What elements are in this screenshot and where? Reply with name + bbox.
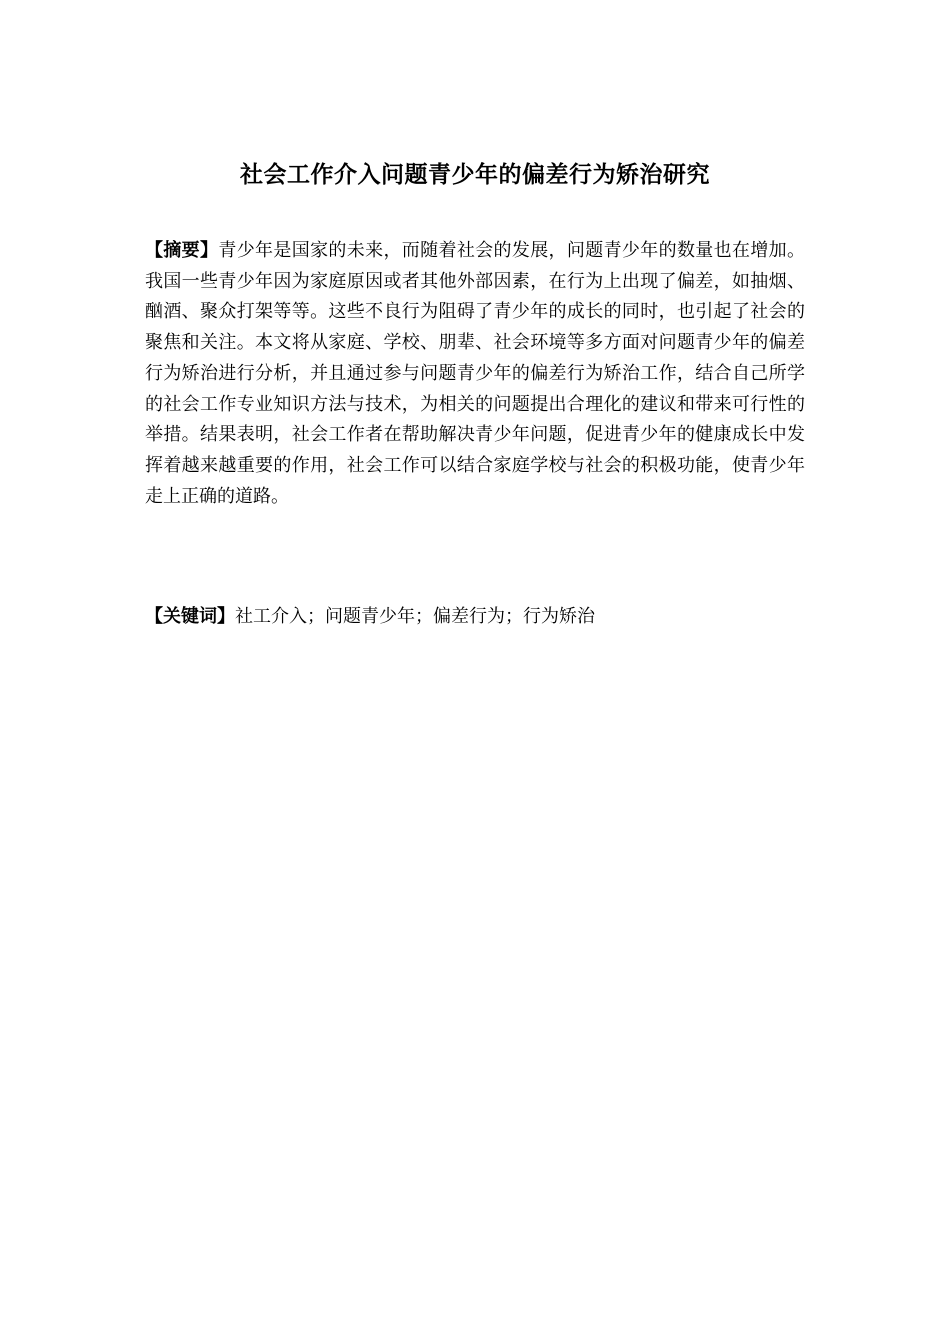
abstract-label: 【摘要】 (145, 240, 219, 261)
keywords-label: 【关键词】 (145, 606, 235, 627)
abstract-paragraph (145, 236, 805, 512)
keywords-text: 社工介入；问题青少年；偏差行为；行为矫治 (235, 606, 595, 627)
paper-title: 社会工作介入问题青少年的偏差行为矫治研究 (240, 162, 710, 188)
abstract-text: 青少年是国家的未来，而随着社会的发展，问题青少年的数量也在增加。我国一些青少年因为家庭原因或者其他外部因素，在行为上出现了偏差，如抽烟、酗酒、聚众打架等等。这些不良行为阻碍了青少年的成长的同时，也引起了社会的聚焦和关注。本文将从家庭、学校、朋辈、社会环境等多方面对问题青少年的偏差行为矫治进行分析，并且通过参与问题青少年的偏差行为矫治工作，结合自己所学的社会工作专业知识方法与技术，为相关的问题提出合理化的建议和带来可行性的举措。结果表明，社会工作者在帮助解决青少年问题，促进青少年的健康成长中发挥着越来越重要的作用，社会工作可以结合家庭学校与社会的积极功能，使青少年走上正确的道路。 (145, 240, 806, 507)
keywords-paragraph (145, 602, 805, 632)
